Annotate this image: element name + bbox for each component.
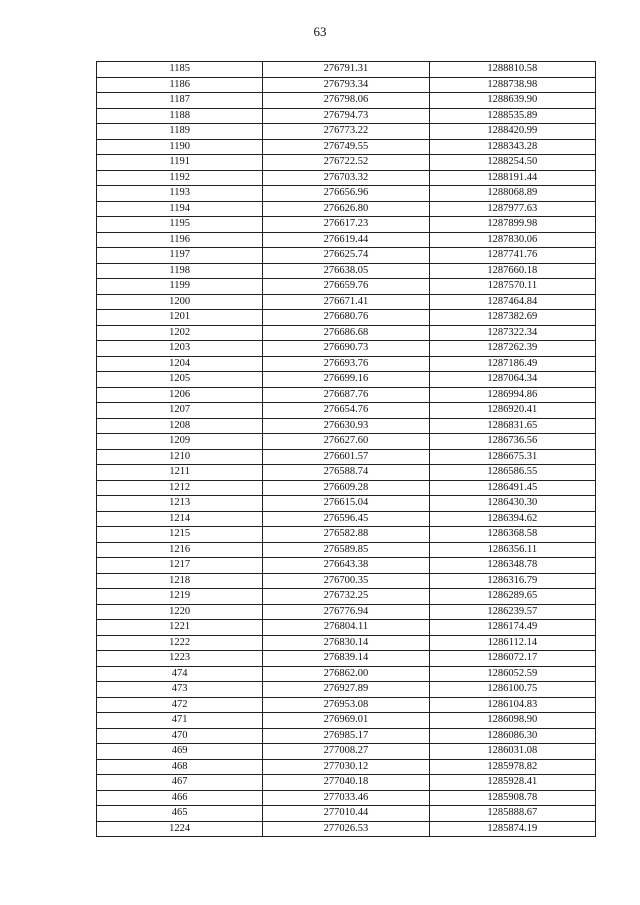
point-number-cell: 1205 [97,372,263,388]
x-coordinate-cell: 276630.93 [263,418,429,434]
y-coordinate-cell: 1288639.90 [429,93,595,109]
x-coordinate-cell: 276659.76 [263,279,429,295]
x-coordinate-cell: 277033.46 [263,790,429,806]
point-number-cell: 1202 [97,325,263,341]
point-number-cell: 1212 [97,480,263,496]
y-coordinate-cell: 1286072.17 [429,651,595,667]
point-number-cell: 1194 [97,201,263,217]
point-number-cell: 1206 [97,387,263,403]
x-coordinate-cell: 276638.05 [263,263,429,279]
y-coordinate-cell: 1286348.78 [429,558,595,574]
x-coordinate-cell: 276654.76 [263,403,429,419]
table-row [97,728,596,744]
point-number-cell: 1199 [97,279,263,295]
x-coordinate-cell: 276686.68 [263,325,429,341]
point-number-cell: 1200 [97,294,263,310]
x-coordinate-cell: 276625.74 [263,248,429,264]
table-row [97,480,596,496]
point-number-cell: 1210 [97,449,263,465]
table-row [97,635,596,651]
table-row [97,93,596,109]
y-coordinate-cell: 1288254.50 [429,155,595,171]
x-coordinate-cell: 277030.12 [263,759,429,775]
table-row [97,325,596,341]
y-coordinate-cell: 1287464.84 [429,294,595,310]
y-coordinate-cell: 1286920.41 [429,403,595,419]
x-coordinate-cell: 276627.60 [263,434,429,450]
y-coordinate-cell: 1286430.30 [429,496,595,512]
x-coordinate-cell: 276582.88 [263,527,429,543]
point-number-cell: 471 [97,713,263,729]
y-coordinate-cell: 1287382.69 [429,310,595,326]
table-row [97,589,596,605]
x-coordinate-cell: 276656.96 [263,186,429,202]
x-coordinate-cell: 276773.22 [263,124,429,140]
table-row [97,759,596,775]
table-row [97,744,596,760]
point-number-cell: 1186 [97,77,263,93]
point-number-cell: 473 [97,682,263,698]
x-coordinate-cell: 276927.89 [263,682,429,698]
x-coordinate-cell: 276722.52 [263,155,429,171]
x-coordinate-cell: 277008.27 [263,744,429,760]
point-number-cell: 1192 [97,170,263,186]
point-number-cell: 1207 [97,403,263,419]
table-row [97,775,596,791]
y-coordinate-cell: 1285978.82 [429,759,595,775]
point-number-cell: 1218 [97,573,263,589]
table-row [97,821,596,837]
y-coordinate-cell: 1286491.45 [429,480,595,496]
table-row [97,542,596,558]
x-coordinate-cell: 276985.17 [263,728,429,744]
table-row [97,232,596,248]
x-coordinate-cell: 276953.08 [263,697,429,713]
y-coordinate-cell: 1286394.62 [429,511,595,527]
x-coordinate-cell: 276589.85 [263,542,429,558]
point-number-cell: 1217 [97,558,263,574]
x-coordinate-cell: 276969.01 [263,713,429,729]
x-coordinate-cell: 277026.53 [263,821,429,837]
y-coordinate-cell: 1287660.18 [429,263,595,279]
table-row [97,294,596,310]
table-row [97,248,596,264]
x-coordinate-cell: 276693.76 [263,356,429,372]
table-row [97,155,596,171]
y-coordinate-cell: 1288343.28 [429,139,595,155]
point-number-cell: 1220 [97,604,263,620]
y-coordinate-cell: 1287899.98 [429,217,595,233]
y-coordinate-cell: 1287262.39 [429,341,595,357]
x-coordinate-cell: 276732.25 [263,589,429,605]
point-number-cell: 1195 [97,217,263,233]
y-coordinate-cell: 1287977.63 [429,201,595,217]
table-row [97,713,596,729]
point-number-cell: 1198 [97,263,263,279]
point-number-cell: 1211 [97,465,263,481]
point-number-cell: 1188 [97,108,263,124]
point-number-cell: 465 [97,806,263,822]
y-coordinate-cell: 1288810.58 [429,62,595,78]
y-coordinate-cell: 1285908.78 [429,790,595,806]
table-row [97,263,596,279]
point-number-cell: 469 [97,744,263,760]
x-coordinate-cell: 276804.11 [263,620,429,636]
x-coordinate-cell: 276798.06 [263,93,429,109]
x-coordinate-cell: 276776.94 [263,604,429,620]
y-coordinate-cell: 1286174.49 [429,620,595,636]
y-coordinate-cell: 1286100.75 [429,682,595,698]
point-number-cell: 472 [97,697,263,713]
point-number-cell: 468 [97,759,263,775]
point-number-cell: 1193 [97,186,263,202]
x-coordinate-cell: 276619.44 [263,232,429,248]
y-coordinate-cell: 1285928.41 [429,775,595,791]
y-coordinate-cell: 1286994.86 [429,387,595,403]
table-row [97,387,596,403]
table-row [97,527,596,543]
x-coordinate-cell: 276794.73 [263,108,429,124]
point-number-cell: 1216 [97,542,263,558]
x-coordinate-cell: 276671.41 [263,294,429,310]
x-coordinate-cell: 276615.04 [263,496,429,512]
page-number: 63 [313,24,327,39]
point-number-cell: 1215 [97,527,263,543]
y-coordinate-cell: 1287186.49 [429,356,595,372]
point-number-cell: 1219 [97,589,263,605]
y-coordinate-cell: 1286239.57 [429,604,595,620]
table-row [97,310,596,326]
y-coordinate-cell: 1286104.83 [429,697,595,713]
table-row [97,511,596,527]
point-number-cell: 1208 [97,418,263,434]
table-row [97,403,596,419]
table-row [97,496,596,512]
x-coordinate-cell: 276687.76 [263,387,429,403]
table-row [97,279,596,295]
point-number-cell: 474 [97,666,263,682]
x-coordinate-cell: 276617.23 [263,217,429,233]
table-row [97,558,596,574]
table-row [97,372,596,388]
x-coordinate-cell: 276793.34 [263,77,429,93]
point-number-cell: 466 [97,790,263,806]
table-row [97,449,596,465]
x-coordinate-cell: 276596.45 [263,511,429,527]
point-number-cell: 467 [97,775,263,791]
x-coordinate-cell: 277040.18 [263,775,429,791]
x-coordinate-cell: 276862.00 [263,666,429,682]
table-row [97,418,596,434]
table-row [97,124,596,140]
y-coordinate-cell: 1286098.90 [429,713,595,729]
y-coordinate-cell: 1286356.11 [429,542,595,558]
y-coordinate-cell: 1287322.34 [429,325,595,341]
coordinates-table-body [97,62,596,837]
y-coordinate-cell: 1286675.31 [429,449,595,465]
point-number-cell: 1213 [97,496,263,512]
table-row [97,77,596,93]
y-coordinate-cell: 1286031.08 [429,744,595,760]
x-coordinate-cell: 276601.57 [263,449,429,465]
table-row [97,139,596,155]
point-number-cell: 1197 [97,248,263,264]
x-coordinate-cell: 276700.35 [263,573,429,589]
point-number-cell: 1201 [97,310,263,326]
point-number-cell: 1209 [97,434,263,450]
y-coordinate-cell: 1287830.06 [429,232,595,248]
x-coordinate-cell: 276690.73 [263,341,429,357]
x-coordinate-cell: 276626.80 [263,201,429,217]
x-coordinate-cell: 276749.55 [263,139,429,155]
point-number-cell: 1189 [97,124,263,140]
table-row [97,356,596,372]
y-coordinate-cell: 1286086.30 [429,728,595,744]
y-coordinate-cell: 1286112.14 [429,635,595,651]
y-coordinate-cell: 1285888.67 [429,806,595,822]
table-row [97,651,596,667]
y-coordinate-cell: 1288068.89 [429,186,595,202]
y-coordinate-cell: 1288420.99 [429,124,595,140]
table-row [97,170,596,186]
x-coordinate-cell: 276609.28 [263,480,429,496]
table-row [97,790,596,806]
y-coordinate-cell: 1286586.55 [429,465,595,481]
x-coordinate-cell: 276839.14 [263,651,429,667]
y-coordinate-cell: 1286052.59 [429,666,595,682]
point-number-cell: 1224 [97,821,263,837]
y-coordinate-cell: 1288738.98 [429,77,595,93]
table-row [97,62,596,78]
table-row [97,682,596,698]
point-number-cell: 1196 [97,232,263,248]
x-coordinate-cell: 276643.38 [263,558,429,574]
x-coordinate-cell: 276680.76 [263,310,429,326]
table-row [97,201,596,217]
y-coordinate-cell: 1288191.44 [429,170,595,186]
point-number-cell: 1203 [97,341,263,357]
y-coordinate-cell: 1286831.65 [429,418,595,434]
y-coordinate-cell: 1287741.76 [429,248,595,264]
table-row [97,604,596,620]
y-coordinate-cell: 1285874.19 [429,821,595,837]
point-number-cell: 1223 [97,651,263,667]
x-coordinate-cell: 276588.74 [263,465,429,481]
x-coordinate-cell: 276699.16 [263,372,429,388]
y-coordinate-cell: 1287570.11 [429,279,595,295]
table-row [97,108,596,124]
table-row [97,666,596,682]
table-row [97,465,596,481]
x-coordinate-cell: 276830.14 [263,635,429,651]
x-coordinate-cell: 276703.32 [263,170,429,186]
y-coordinate-cell: 1286316.79 [429,573,595,589]
point-number-cell: 1222 [97,635,263,651]
x-coordinate-cell: 276791.31 [263,62,429,78]
y-coordinate-cell: 1286289.65 [429,589,595,605]
point-number-cell: 1221 [97,620,263,636]
point-number-cell: 1204 [97,356,263,372]
table-row [97,186,596,202]
point-number-cell: 1187 [97,93,263,109]
x-coordinate-cell: 277010.44 [263,806,429,822]
y-coordinate-cell: 1286368.58 [429,527,595,543]
point-number-cell: 1185 [97,62,263,78]
table-row [97,341,596,357]
point-number-cell: 1190 [97,139,263,155]
y-coordinate-cell: 1288535.89 [429,108,595,124]
point-number-cell: 1214 [97,511,263,527]
table-row [97,573,596,589]
table-row [97,697,596,713]
table-row [97,806,596,822]
point-number-cell: 1191 [97,155,263,171]
point-number-cell: 470 [97,728,263,744]
coordinates-table [96,61,596,837]
table-row [97,434,596,450]
table-row [97,620,596,636]
y-coordinate-cell: 1287064.34 [429,372,595,388]
y-coordinate-cell: 1286736.56 [429,434,595,450]
table-row [97,217,596,233]
